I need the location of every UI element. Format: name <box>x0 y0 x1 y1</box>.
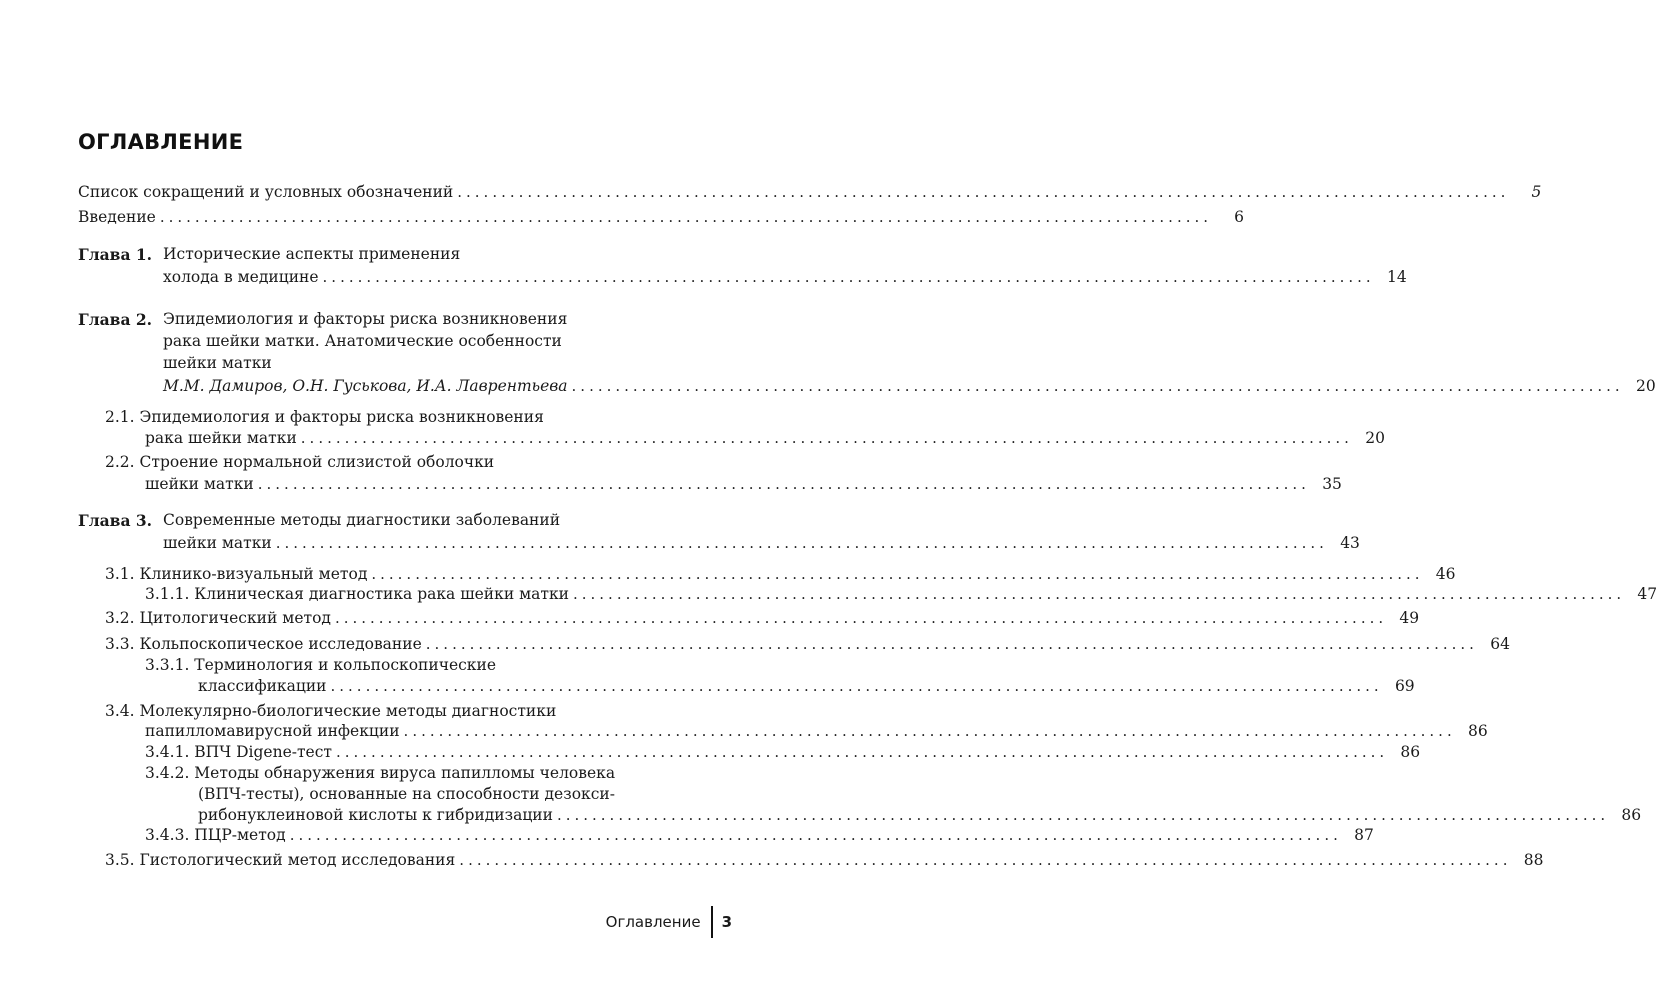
dot-leader: ........................................................................................................................ <box>556 806 1610 824</box>
toc-entry-title: Введение <box>78 208 156 226</box>
dot-leader: ........................................................................................................................ <box>425 635 1478 653</box>
toc-entry-title: рака шейки матки <box>145 429 297 447</box>
dot-leader: ........................................................................................................................ <box>403 722 1456 740</box>
dot-leader: ........................................................................................................................ <box>572 585 1626 603</box>
toc-section-2-1[interactable] <box>145 429 1385 453</box>
toc-entry-title: 2.2. Строение нормальной слизистой оболочки <box>105 453 495 471</box>
toc-chapter-1-title-line[interactable] <box>163 245 712 269</box>
toc-page-number: 5 <box>1531 183 1542 201</box>
toc-entry-introduction[interactable] <box>78 208 1245 232</box>
toc-page-number: 87 <box>1354 826 1374 844</box>
toc-section-2-2[interactable] <box>145 475 1342 499</box>
chapter-label: Глава 3. <box>78 511 153 530</box>
toc-section-2-2[interactable] <box>105 453 712 477</box>
toc-chapter-3-title-line[interactable] <box>163 534 1360 558</box>
dot-leader: ........................................................................................................................ <box>289 826 1342 844</box>
toc-section-3-1-1[interactable] <box>145 585 1657 609</box>
toc-entry-title: 3.4.2. Методы обнаружения вируса папилломы человека <box>145 764 616 782</box>
toc-page-number: 6 <box>1234 208 1245 226</box>
dot-leader: ........................................................................................................................ <box>257 475 1310 493</box>
toc-chapter-3-title-line[interactable] <box>163 511 712 535</box>
dot-leader: ........................................................................................................................ <box>371 565 1424 583</box>
toc-entry-title: шейки матки <box>163 354 272 372</box>
running-head: Оглавление <box>605 913 701 931</box>
toc-page-number: 49 <box>1399 609 1420 627</box>
toc-page-number: 20 <box>1635 377 1656 395</box>
page-title: ОГЛАВЛЕНИЕ <box>78 130 244 154</box>
dot-leader: ........................................................................................................................ <box>275 534 1328 552</box>
toc-entry-title: 3.3. Кольпоскопическое исследование <box>105 635 422 653</box>
dot-leader: ........................................................................................................................ <box>335 743 1389 761</box>
chapter-label: Глава 1. <box>78 245 153 264</box>
toc-entry-title: 3.1. Клинико-визуальный метод <box>105 565 368 583</box>
toc-chapter-2-authors[interactable] <box>163 377 1656 401</box>
toc-entry-title: папилломавирусной инфекции <box>145 722 400 740</box>
toc-entry-title: Современные методы диагностики заболеваний <box>163 511 561 529</box>
toc-page-number: 86 <box>1400 743 1421 761</box>
toc-chapter-2-title-line[interactable] <box>163 332 712 356</box>
toc-entry-title: 3.5. Гистологический метод исследования <box>105 851 456 869</box>
toc-entry-title: холода в медицине <box>163 268 319 286</box>
toc-page-number: 86 <box>1467 722 1488 740</box>
toc-entry-title: 3.2. Цитологический метод <box>105 609 331 627</box>
toc-entry-title: рибонуклеиновой кислоты к гибридизации <box>198 806 553 824</box>
toc-section-3-5[interactable] <box>105 851 1544 875</box>
toc-section-3-4-3[interactable] <box>145 826 1374 850</box>
dot-leader: ........................................................................................................................ <box>457 183 1510 201</box>
toc-page-number: 20 <box>1365 429 1385 447</box>
toc-entry-title: 3.4. Молекулярно-биологические методы диагностики <box>105 702 557 720</box>
toc-page-number: 86 <box>1621 806 1642 824</box>
toc-page-number: 35 <box>1322 475 1342 493</box>
toc-section-3-3-1[interactable] <box>198 677 1415 701</box>
toc-entry-title: шейки матки <box>163 534 272 552</box>
toc-page-number: 69 <box>1394 677 1415 695</box>
toc-entry-abbreviations[interactable] <box>78 183 1542 207</box>
toc-page-number: 14 <box>1386 268 1407 286</box>
toc-entry-title: 3.4.1. ВПЧ Digene-тест <box>145 743 332 761</box>
dot-leader: ........................................................................................................................ <box>159 208 1213 226</box>
dot-leader: ........................................................................................................................ <box>300 429 1353 447</box>
toc-entry-title: рака шейки матки. Анатомические особенности <box>163 332 562 350</box>
toc-page-number: 46 <box>1435 565 1456 583</box>
dot-leader: ........................................................................................................................ <box>330 677 1383 695</box>
toc-chapter-1-title-line[interactable] <box>163 268 1407 292</box>
toc-entry-title: Исторические аспекты применения <box>163 245 461 263</box>
toc-entry-title: 2.1. Эпидемиология и факторы риска возникновения <box>105 408 544 426</box>
chapter-label: Глава 2. <box>78 310 153 329</box>
toc-entry-title: 3.3.1. Терминология и кольпоскопические <box>145 656 496 674</box>
toc-entry-title: 3.1.1. Клиническая диагностика рака шейки матки <box>145 585 569 603</box>
toc-entry-title: шейки матки <box>145 475 254 493</box>
toc-entry-title: 3.4.3. ПЦР-метод <box>145 826 286 844</box>
toc-entry-title: (ВПЧ-тесты), основанные на способности дезокси- <box>198 785 615 803</box>
page-footer <box>606 906 732 938</box>
toc-page-number: 64 <box>1490 635 1510 653</box>
toc-page-number: 47 <box>1637 585 1657 603</box>
dot-leader: ........................................................................................................................ <box>334 609 1388 627</box>
page-number: 3 <box>721 913 732 931</box>
toc-page-number: 88 <box>1523 851 1544 869</box>
dot-leader: ........................................................................................................................ <box>322 268 1375 286</box>
toc-authors: М.М. Дамиров, О.Н. Гуськова, И.А. Лаврентьева <box>163 377 568 395</box>
toc-chapter-2-title-line[interactable] <box>163 310 712 334</box>
toc-page-number: 43 <box>1340 534 1360 552</box>
dot-leader: ........................................................................................................................ <box>571 377 1624 395</box>
toc-entry-title: классификации <box>198 677 327 695</box>
toc-chapter-2-title-line[interactable] <box>163 354 712 378</box>
footer-divider <box>711 906 713 938</box>
dot-leader: ........................................................................................................................ <box>459 851 1512 869</box>
toc-section-3-2[interactable] <box>105 609 1420 633</box>
toc-entry-title: Эпидемиология и факторы риска возникновения <box>163 310 568 328</box>
toc-entry-title: Список сокращений и условных обозначений <box>78 183 454 201</box>
